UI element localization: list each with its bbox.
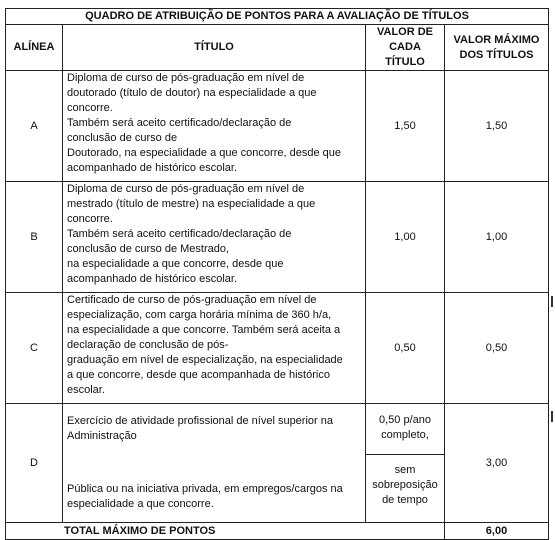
titulo-line: Exercício de atividade profissional de nível superior na xyxy=(67,415,333,427)
valor-cell: 1,50 xyxy=(366,71,445,182)
titulo-line: acompanhado de histórico escolar. xyxy=(67,162,237,174)
header-valor-line2: CADA TÍTULO xyxy=(385,41,425,68)
titulo-part-1 xyxy=(67,414,361,444)
titulo-line: acompanhado de histórico escolar. xyxy=(67,273,237,285)
titulo-line: escolar. xyxy=(67,384,105,396)
titulo-line: mestrado (título de mestre) na especialidade a que xyxy=(67,198,316,210)
titulo-cell xyxy=(63,293,366,404)
edge-mark xyxy=(551,411,553,422)
edge-mark xyxy=(551,296,553,307)
total-value: 6,00 xyxy=(445,523,549,540)
titulo-line: Diploma de curso de pós-graduação em nível de xyxy=(67,72,305,84)
maximo-cell: 1,00 xyxy=(445,182,549,293)
valor-line: 0,50 p/ano xyxy=(379,414,431,426)
titulo-line: graduação em nível de especialização, na especialidade xyxy=(67,354,343,366)
table-title: QUADRO DE ATRIBUIÇÃO DE PONTOS PARA A AVALIAÇÃO DE TÍTULOS xyxy=(6,9,549,25)
header-valor-line1: VALOR DE xyxy=(376,26,434,38)
maximo-cell: 1,50 xyxy=(445,71,549,182)
titulo-line: especialidade a que concorre. xyxy=(67,498,214,510)
header-alinea: ALÍNEA xyxy=(6,25,63,71)
maximo-cell: 3,00 xyxy=(445,404,549,523)
maximo-cell: 0,50 xyxy=(445,293,549,404)
titulo-line: concorre. xyxy=(67,213,113,225)
titulo-cell xyxy=(63,182,366,293)
points-table xyxy=(5,8,549,540)
valor-line: sobreposição xyxy=(372,479,438,492)
table-row-c xyxy=(6,293,549,404)
total-row xyxy=(6,523,549,540)
titulo-line: Pública ou na iniciativa privada, em empregos/cargos na xyxy=(67,483,343,495)
header-maximo-line1: VALOR MÁXIMO xyxy=(453,33,540,46)
table-row-d-top xyxy=(6,404,549,455)
titulo-line: na especialidade a que concorre. Também será aceita a xyxy=(67,324,341,336)
valor-cell-bottom xyxy=(366,455,445,523)
titulo-line: declaração de conclusão de pós- xyxy=(67,339,229,351)
table-row-a xyxy=(6,71,549,182)
titulo-line: Também será aceito certificado/declaração de xyxy=(67,228,292,240)
titulo-line: Também será aceito certificado/declaração de xyxy=(67,117,292,129)
titulo-line: a que concorre, desde que acompanhada de histórico xyxy=(67,369,330,381)
table-title-row xyxy=(6,9,549,25)
header-maximo xyxy=(445,25,549,71)
total-label: TOTAL MÁXIMO DE PONTOS xyxy=(6,523,445,540)
valor-line: completo, xyxy=(381,429,429,441)
titulo-line: conclusão de curso de Mestrado, xyxy=(67,243,230,255)
header-maximo-line2: DOS TÍTULOS xyxy=(459,48,534,61)
valor-line: de tempo xyxy=(382,494,428,507)
titulo-line: na especialidade a que concorre, desde que xyxy=(67,258,284,270)
alinea-cell: C xyxy=(6,293,63,404)
header-titulo: TÍTULO xyxy=(63,25,366,71)
alinea-cell: D xyxy=(6,404,63,523)
alinea-cell: B xyxy=(6,182,63,293)
titulo-part-2 xyxy=(67,482,361,512)
titulo-line: Diploma de curso de pós-graduação em nível de xyxy=(67,183,305,195)
titulo-line: Doutorado, na especialidade a que concorre, desde que xyxy=(67,147,341,159)
table-row-b xyxy=(6,182,549,293)
valor-cell: 1,00 xyxy=(366,182,445,293)
alinea-cell: A xyxy=(6,71,63,182)
valor-line: sem xyxy=(394,464,416,477)
valor-cell-top xyxy=(366,404,445,455)
titulo-cell xyxy=(63,404,366,523)
titulo-line: concorre. xyxy=(67,102,113,114)
titulo-cell xyxy=(63,71,366,182)
table-header-row xyxy=(6,25,549,71)
titulo-line: doutorado (título de doutor) na especialidade a que xyxy=(67,87,317,99)
valor-cell: 0,50 xyxy=(366,293,445,404)
titulo-line: especialização, com carga horária mínima de 360 h/a, xyxy=(67,309,332,321)
titulo-line: conclusão de curso de xyxy=(67,132,178,144)
header-valor xyxy=(366,25,445,71)
titulo-line: Administração xyxy=(67,430,137,442)
titulo-line: Certificado de curso de pós-graduação em nível de xyxy=(67,294,317,306)
